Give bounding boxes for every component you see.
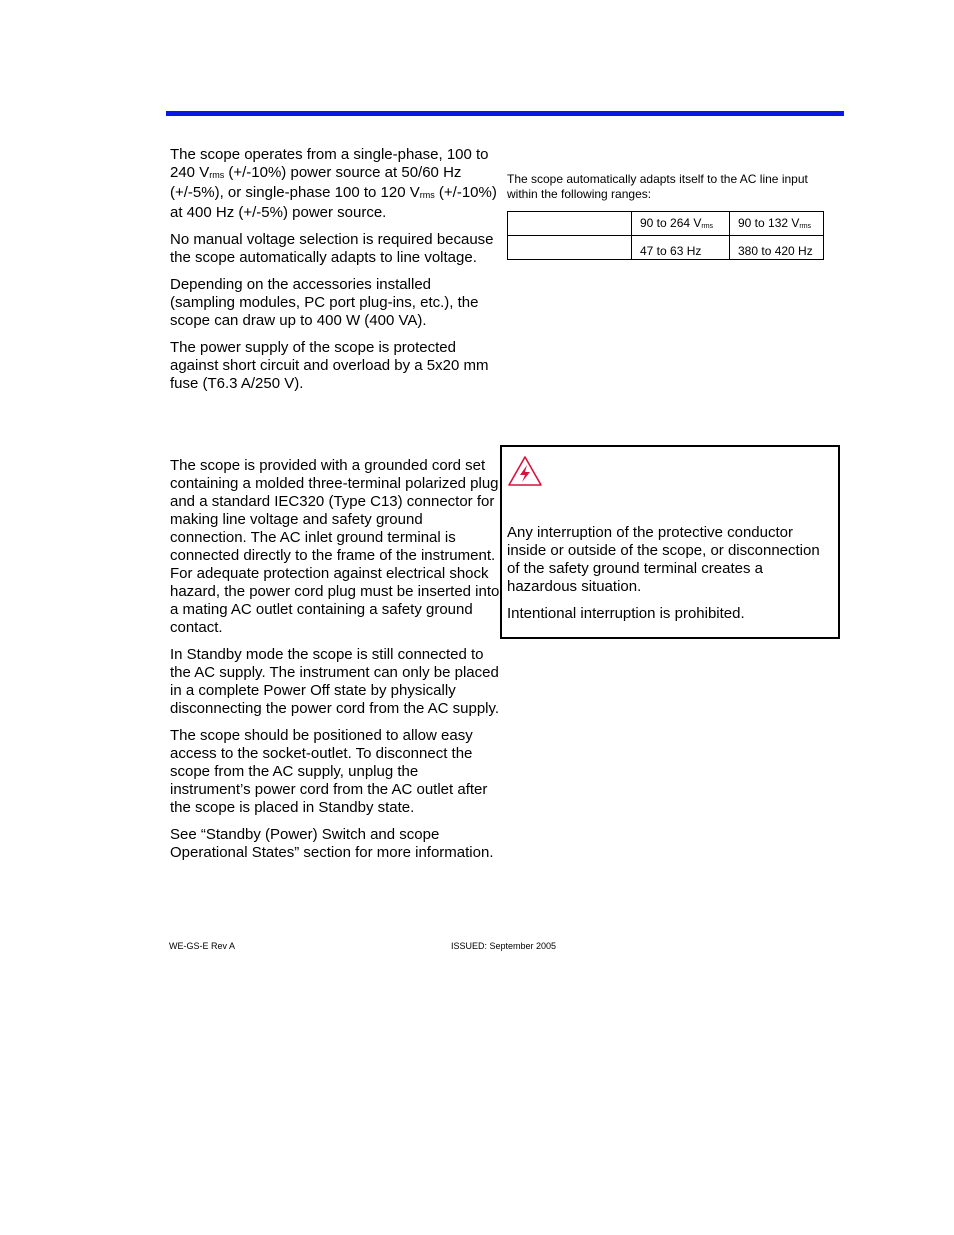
ground-paragraph-1: The scope is provided with a grounded cord set containing a molded three-terminal polarized plug and a standard IEC320 (Type C13) connector for making line voltage and safety ground connection. The AC inlet ground terminal is connected directly to the frame of the instrument. For adequate protection against electrical shock hazard, the power cord plug must be inserted into a mating AC outlet containing a safety ground contact. xyxy=(170,457,500,636)
range-value-cell: 47 to 63 Hz xyxy=(632,236,730,260)
power-source-paragraph-1: The scope operates from a single-phase, 100 to 240 Vrms (+/-10%) power source at 50/60 Hz (+/-5%), or single-phase 100 to 120 Vrms (+/-10%) at 400 Hz (+/-5%) power source. xyxy=(170,146,497,221)
range-label-cell xyxy=(508,212,632,236)
range-value-cell: 90 to 132 Vrms xyxy=(730,212,824,236)
range-value-cell: 90 to 264 Vrms xyxy=(632,212,730,236)
power-source-paragraph-2: No manual voltage selection is required because the scope automatically adapts to line voltage. xyxy=(170,231,494,266)
ground-paragraph-2: In Standby mode the scope is still connected to the AC supply. The instrument can only be placed in a complete Power Off state by physically disconnecting the power cord from the AC supply. xyxy=(170,646,500,717)
warning-paragraph-1: Any interruption of the protective conductor inside or outside of the scope, or disconnection of the safety ground terminal creates a hazardous situation. xyxy=(507,524,820,595)
ground-section xyxy=(170,457,500,871)
table-row xyxy=(508,212,824,236)
power-source-paragraph-4: The power supply of the scope is protected against short circuit and overload by a 5x20 mm fuse (T6.3 A/250 V). xyxy=(170,339,489,392)
power-source-paragraph-3: Depending on the accessories installed (sampling modules, PC port plug-ins, etc.), the scope can draw up to 400 W (400 VA). xyxy=(170,276,479,329)
power-source-section xyxy=(170,146,500,402)
ground-paragraph-4: See “Standby (Power) Switch and scope Operational States” section for more information. xyxy=(170,826,494,861)
ranges-intro: The scope automatically adapts itself to the AC line input within the following ranges: xyxy=(507,172,808,201)
electrical-hazard-icon xyxy=(507,455,543,487)
range-value-cell: 380 to 420 Hz xyxy=(730,236,824,260)
footer-doc-id: WE-GS-E Rev A xyxy=(169,941,236,951)
range-label-cell xyxy=(508,236,632,260)
table-row xyxy=(508,236,824,260)
warning-box xyxy=(500,445,840,639)
warning-text xyxy=(507,524,835,632)
line-input-ranges-table xyxy=(507,211,824,260)
header-rule xyxy=(166,111,844,116)
footer-issued-date: ISSUED: September 2005 xyxy=(451,941,557,951)
ground-paragraph-3: The scope should be positioned to allow easy access to the socket-outlet. To disconnect the scope from the AC supply, unplug the instrument’s power cord from the AC outlet after the scope is placed in Standby state. xyxy=(170,727,488,816)
warning-paragraph-2: Intentional interruption is prohibited. xyxy=(507,605,745,622)
